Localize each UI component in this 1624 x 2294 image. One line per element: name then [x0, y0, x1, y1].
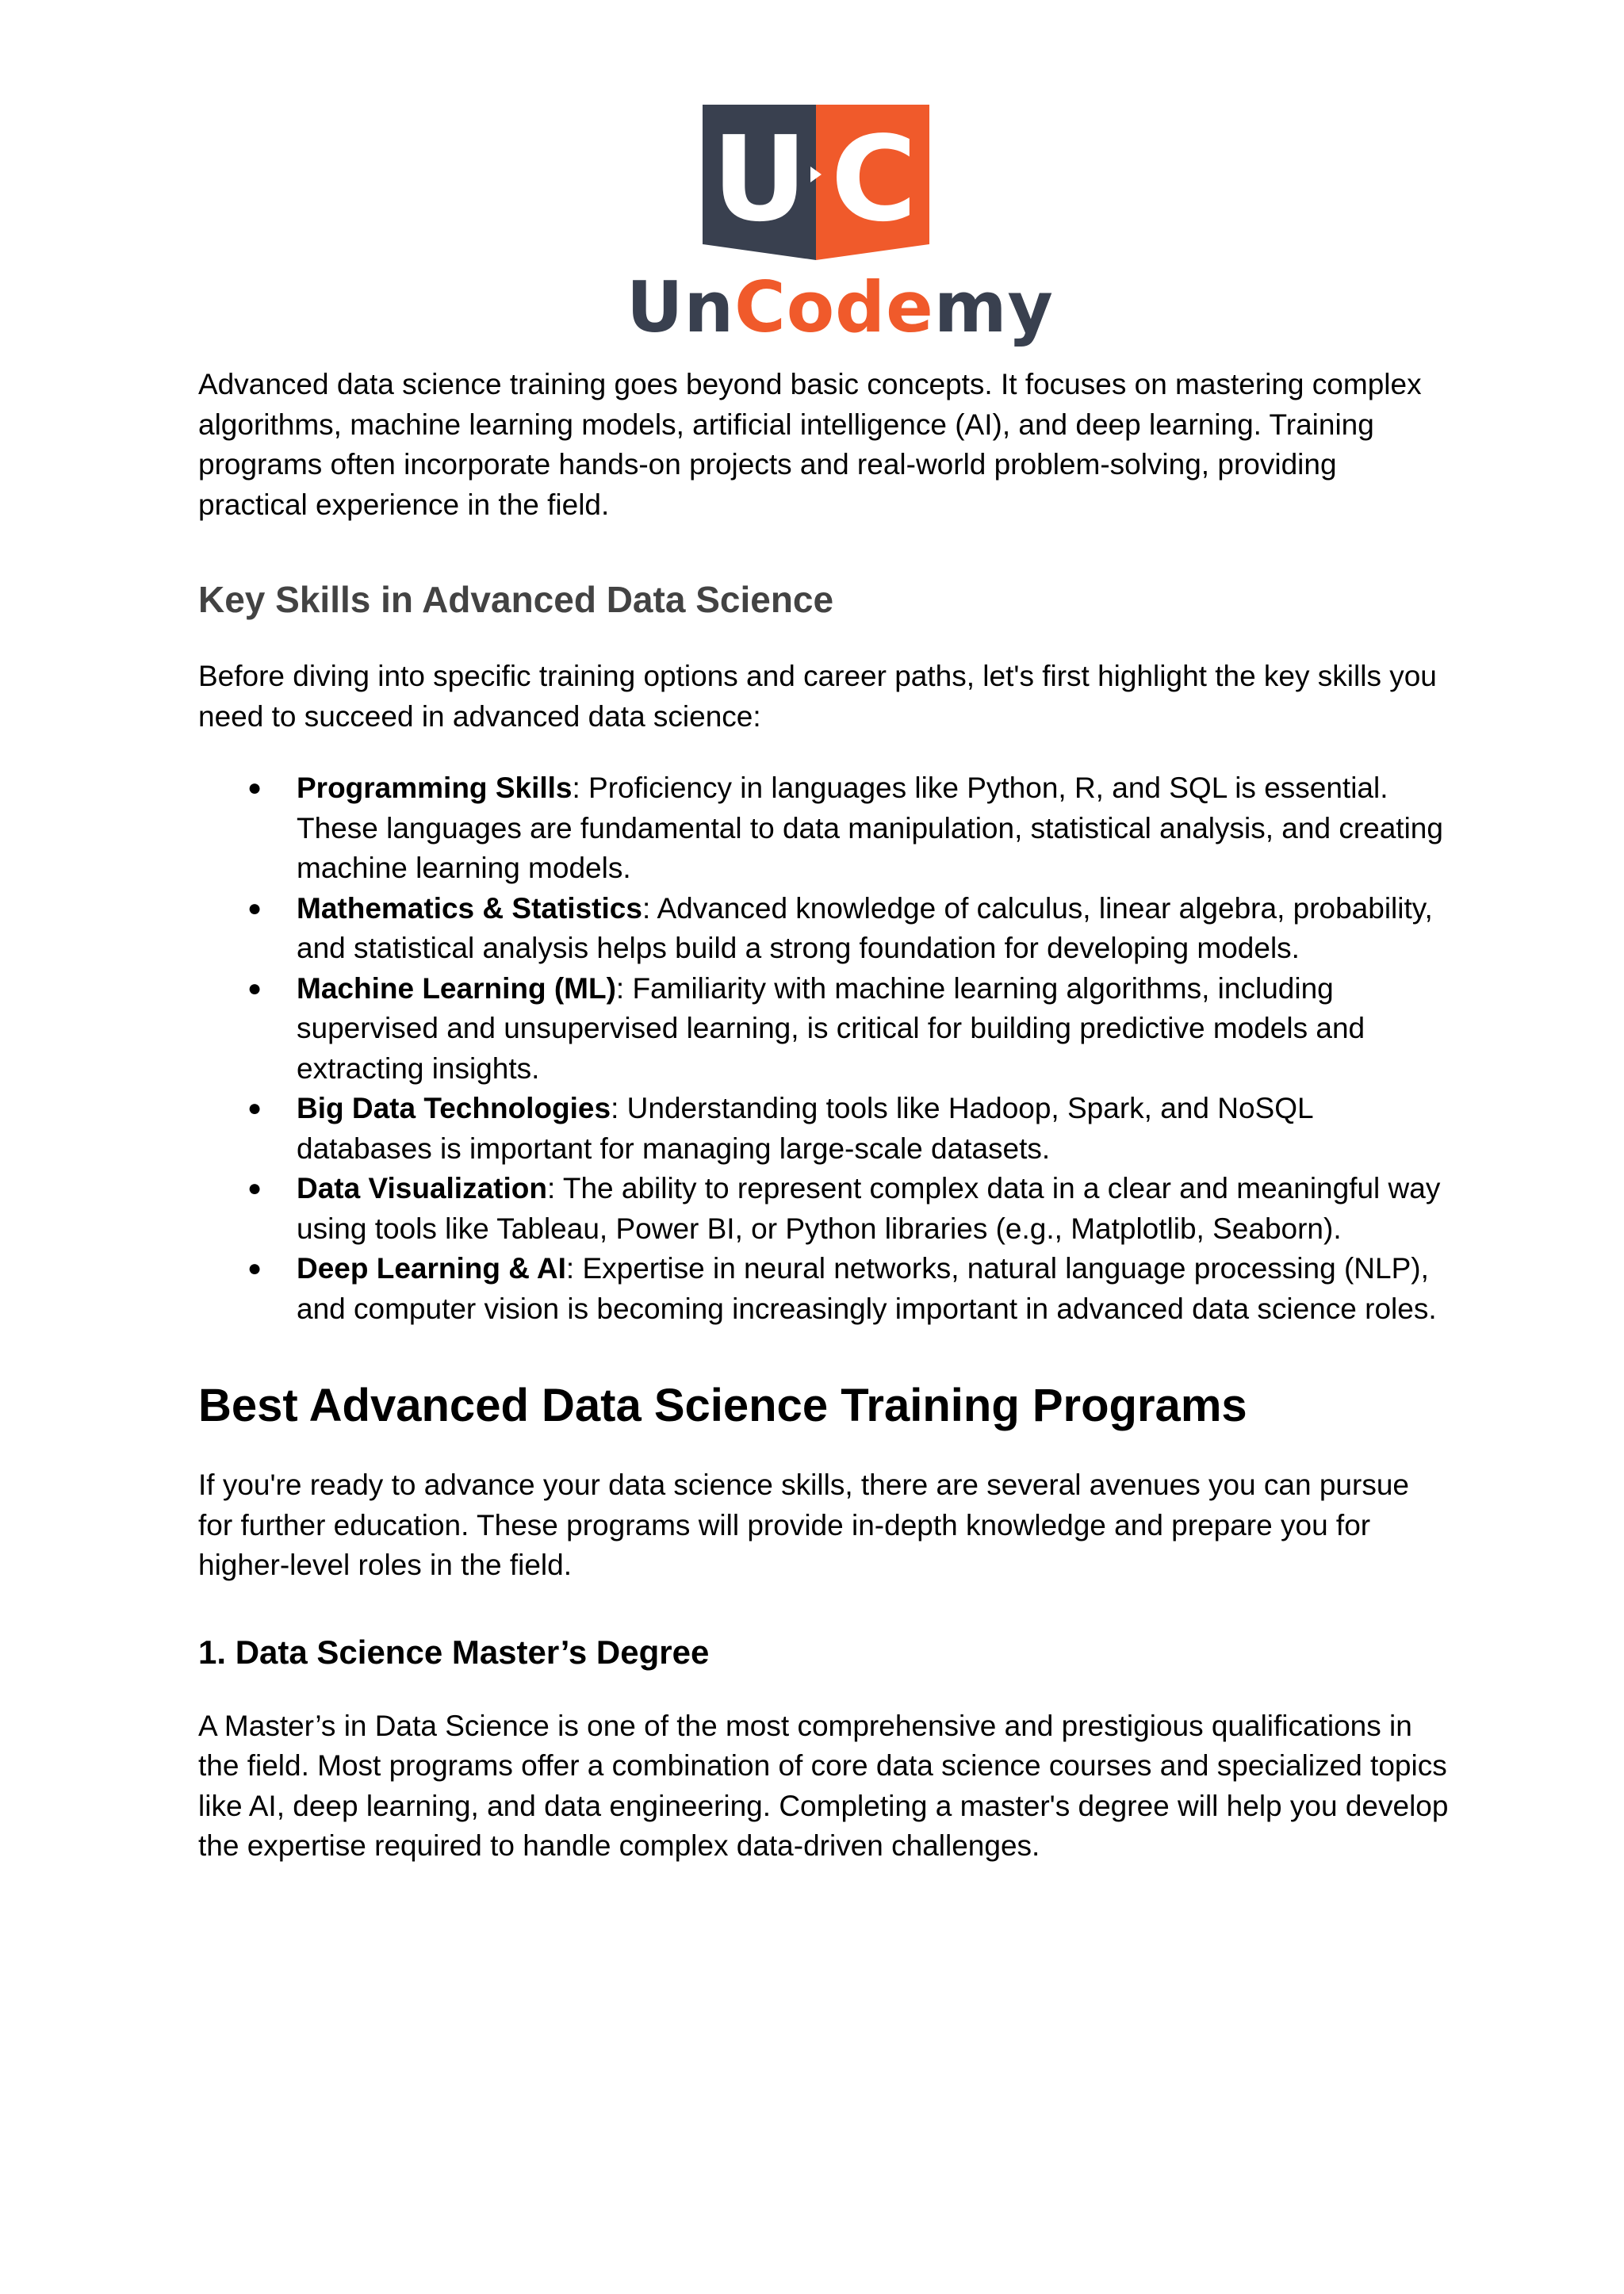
programs-heading: Best Advanced Data Science Training Programs [198, 1380, 1247, 1431]
masters-degree-paragraph: A Master’s in Data Science is one of the most comprehensive and prestigious qualifications in the field. Most programs offer a combination of core data science courses and specialized topics like AI, deep learning, and data engineering. Completing a master's degree will help you develop the expertise required to handle complex data-driven challenges. [198, 1709, 1449, 1862]
bullet-icon: ● [247, 775, 262, 801]
skill-title: Programming Skills [297, 772, 573, 804]
intro-paragraph: Advanced data science training goes beyond basic concepts. It focuses on mastering complex algorithms, machine learning models, artificial intelligence (AI), and deep learning. Training programs often incorporate hands-on projects and real-world problem-solving, providing practical experience in the field. [198, 368, 1422, 521]
programs-lead-paragraph: If you're ready to advance your data science skills, there are several avenues you can pursue for further education. These programs will provide in-depth knowledge and prepare you for higher-level roles in the field. [198, 1469, 1409, 1581]
list-item [198, 1169, 1451, 1249]
uncodemy-logo [626, 105, 1054, 350]
skill-title: Data Visualization [297, 1172, 547, 1204]
skill-description: : Understanding tools like Hadoop, Spark, and NoSQL databases is important for managing large-scale datasets. [297, 1092, 1313, 1165]
masters-degree-heading: 1. Data Science Master’s Degree [198, 1633, 710, 1671]
document-content [198, 365, 1451, 1867]
list-item [198, 1249, 1451, 1329]
logo-letter-u: U [711, 111, 808, 247]
skill-title: Big Data Technologies [297, 1092, 611, 1124]
skill-title: Mathematics & Statistics [297, 891, 642, 925]
skills-list [198, 768, 1451, 1329]
skill-description: : Proficiency in languages like Python, R, and SQL is essential. These languages are fundamental to data manipulation, statistical analysis, and creating machine learning models. [297, 772, 1443, 884]
wordmark-un: Un [626, 266, 735, 348]
bullet-icon: ● [247, 1095, 262, 1121]
skill-description: : Advanced knowledge of calculus, linear algebra, probability, and statistical analysis helps build a strong foundation for developing models. [297, 891, 1433, 964]
list-item [198, 889, 1451, 969]
skill-description: : Expertise in neural networks, natural language processing (NLP), and computer vision is becoming increasingly important in advanced data science roles. [297, 1252, 1437, 1325]
bullet-icon: ● [247, 1175, 262, 1201]
wordmark-code: Code [734, 266, 934, 348]
uncodemy-logo-mark [703, 105, 929, 260]
wordmark-my: my [933, 266, 1054, 348]
skill-description: : The ability to represent complex data in a clear and meaningful way using tools like Tableau, Power BI, or Python libraries (e.g., Matplotlib, Seaborn). [297, 1172, 1441, 1245]
skill-description: : Familiarity with machine learning algorithms, including supervised and unsupervised learning, is critical for building predictive models and extracting insights. [297, 971, 1365, 1085]
bullet-icon: ● [247, 975, 262, 1001]
skill-title: Machine Learning (ML) [297, 971, 616, 1005]
bullet-icon: ● [247, 1255, 262, 1281]
logo-letter-c: C [830, 111, 917, 247]
list-item [198, 1089, 1451, 1169]
list-item [198, 969, 1451, 1090]
uncodemy-wordmark [626, 266, 1054, 348]
list-item [198, 768, 1451, 889]
skills-lead-paragraph: Before diving into specific training options and career paths, let's first highlight the key skills you need to succeed in advanced data science: [198, 660, 1437, 733]
skill-title: Deep Learning & AI [297, 1252, 566, 1285]
skills-heading: Key Skills in Advanced Data Science [198, 579, 834, 620]
bullet-icon: ● [247, 894, 262, 921]
